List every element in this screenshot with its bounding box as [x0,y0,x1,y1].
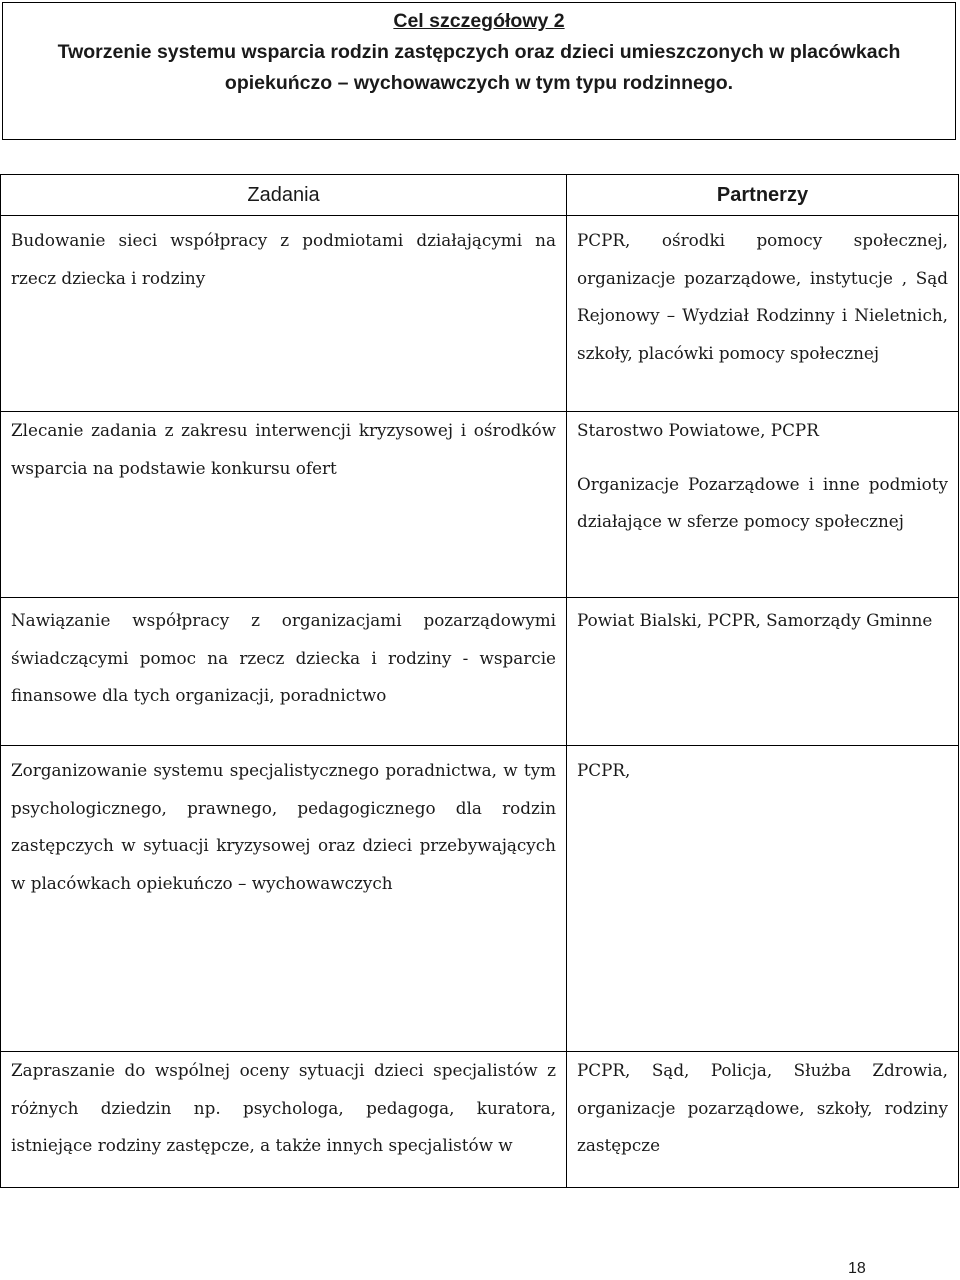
goal-description-line1: Tworzenie systemu wsparcia rodzin zastępczych oraz dzieci umieszczonych w placówkach [57,41,901,63]
task-cell: Zorganizowanie systemu specjalistycznego poradnictwa, w tym psychologicznego, prawnego, pedagogicznego dla rodzin zastępczych w sytuacji kryzysowej oraz dzieci przebywających w placówkach opiekuńczo – wychowawczych [1,746,567,1052]
page-number: 18 [848,1260,866,1277]
table-row [1,216,959,412]
task-cell: Budowanie sieci współpracy z podmiotami działającymi na rzecz dziecka i rodziny [1,216,567,412]
partners-cell [567,412,959,598]
table-row [1,412,959,598]
partners-cell [567,746,959,1052]
table-header-row [1,175,959,216]
task-cell: Zlecanie zadania z zakresu interwencji kryzysowej i ośrodków wsparcia na podstawie konkursu ofert [1,412,567,598]
partners-cell [567,598,959,746]
table-row [1,1052,959,1188]
partners-text: Starostwo Powiatowe, PCPR [577,420,819,440]
section-header [2,2,956,140]
task-cell: Zapraszanie do wspólnej oceny sytuacji dzieci specjalistów z różnych dziedzin np. psychologa, pedagoga, kuratora, istniejące rodziny zastępcze, a także innych specjalistów w [1,1052,567,1188]
partners-text: PCPR, [577,760,631,780]
tasks-partners-table [0,174,959,1188]
goal-description-line2: opiekuńczo – wychowawczych w tym typu rodzinnego. [224,72,734,94]
column-header-partners: Partnerzy [567,175,959,216]
partners-text: Powiat Bialski, PCPR, Samorządy Gminne [577,610,933,630]
table-row [1,746,959,1052]
table-row [1,598,959,746]
partners-text: PCPR, ośrodki pomocy społecznej, organizacje pozarządowe, instytucje , Sąd Rejonowy – Wydział Rodzinny i Nieletnich, szkoły, placówki pomocy społecznej [577,230,948,363]
partners-text: PCPR, Sąd, Policja, Służba Zdrowia, organizacje pozarządowe, szkoły, rodziny zastępcze [577,1060,948,1155]
partners-cell [567,1052,959,1188]
task-cell: Nawiązanie współpracy z organizacjami pozarządowymi świadczącymi pomoc na rzecz dziecka i rodziny - wsparcie finansowe dla tych organizacji, poradnictwo [1,598,567,746]
partners-text: Organizacje Pozarządowe i inne podmioty działające w sferze pomocy społecznej [577,473,948,531]
column-header-tasks: Zadania [1,175,567,216]
partners-cell [567,216,959,412]
goal-title: Cel szczegółowy 2 [393,10,565,32]
